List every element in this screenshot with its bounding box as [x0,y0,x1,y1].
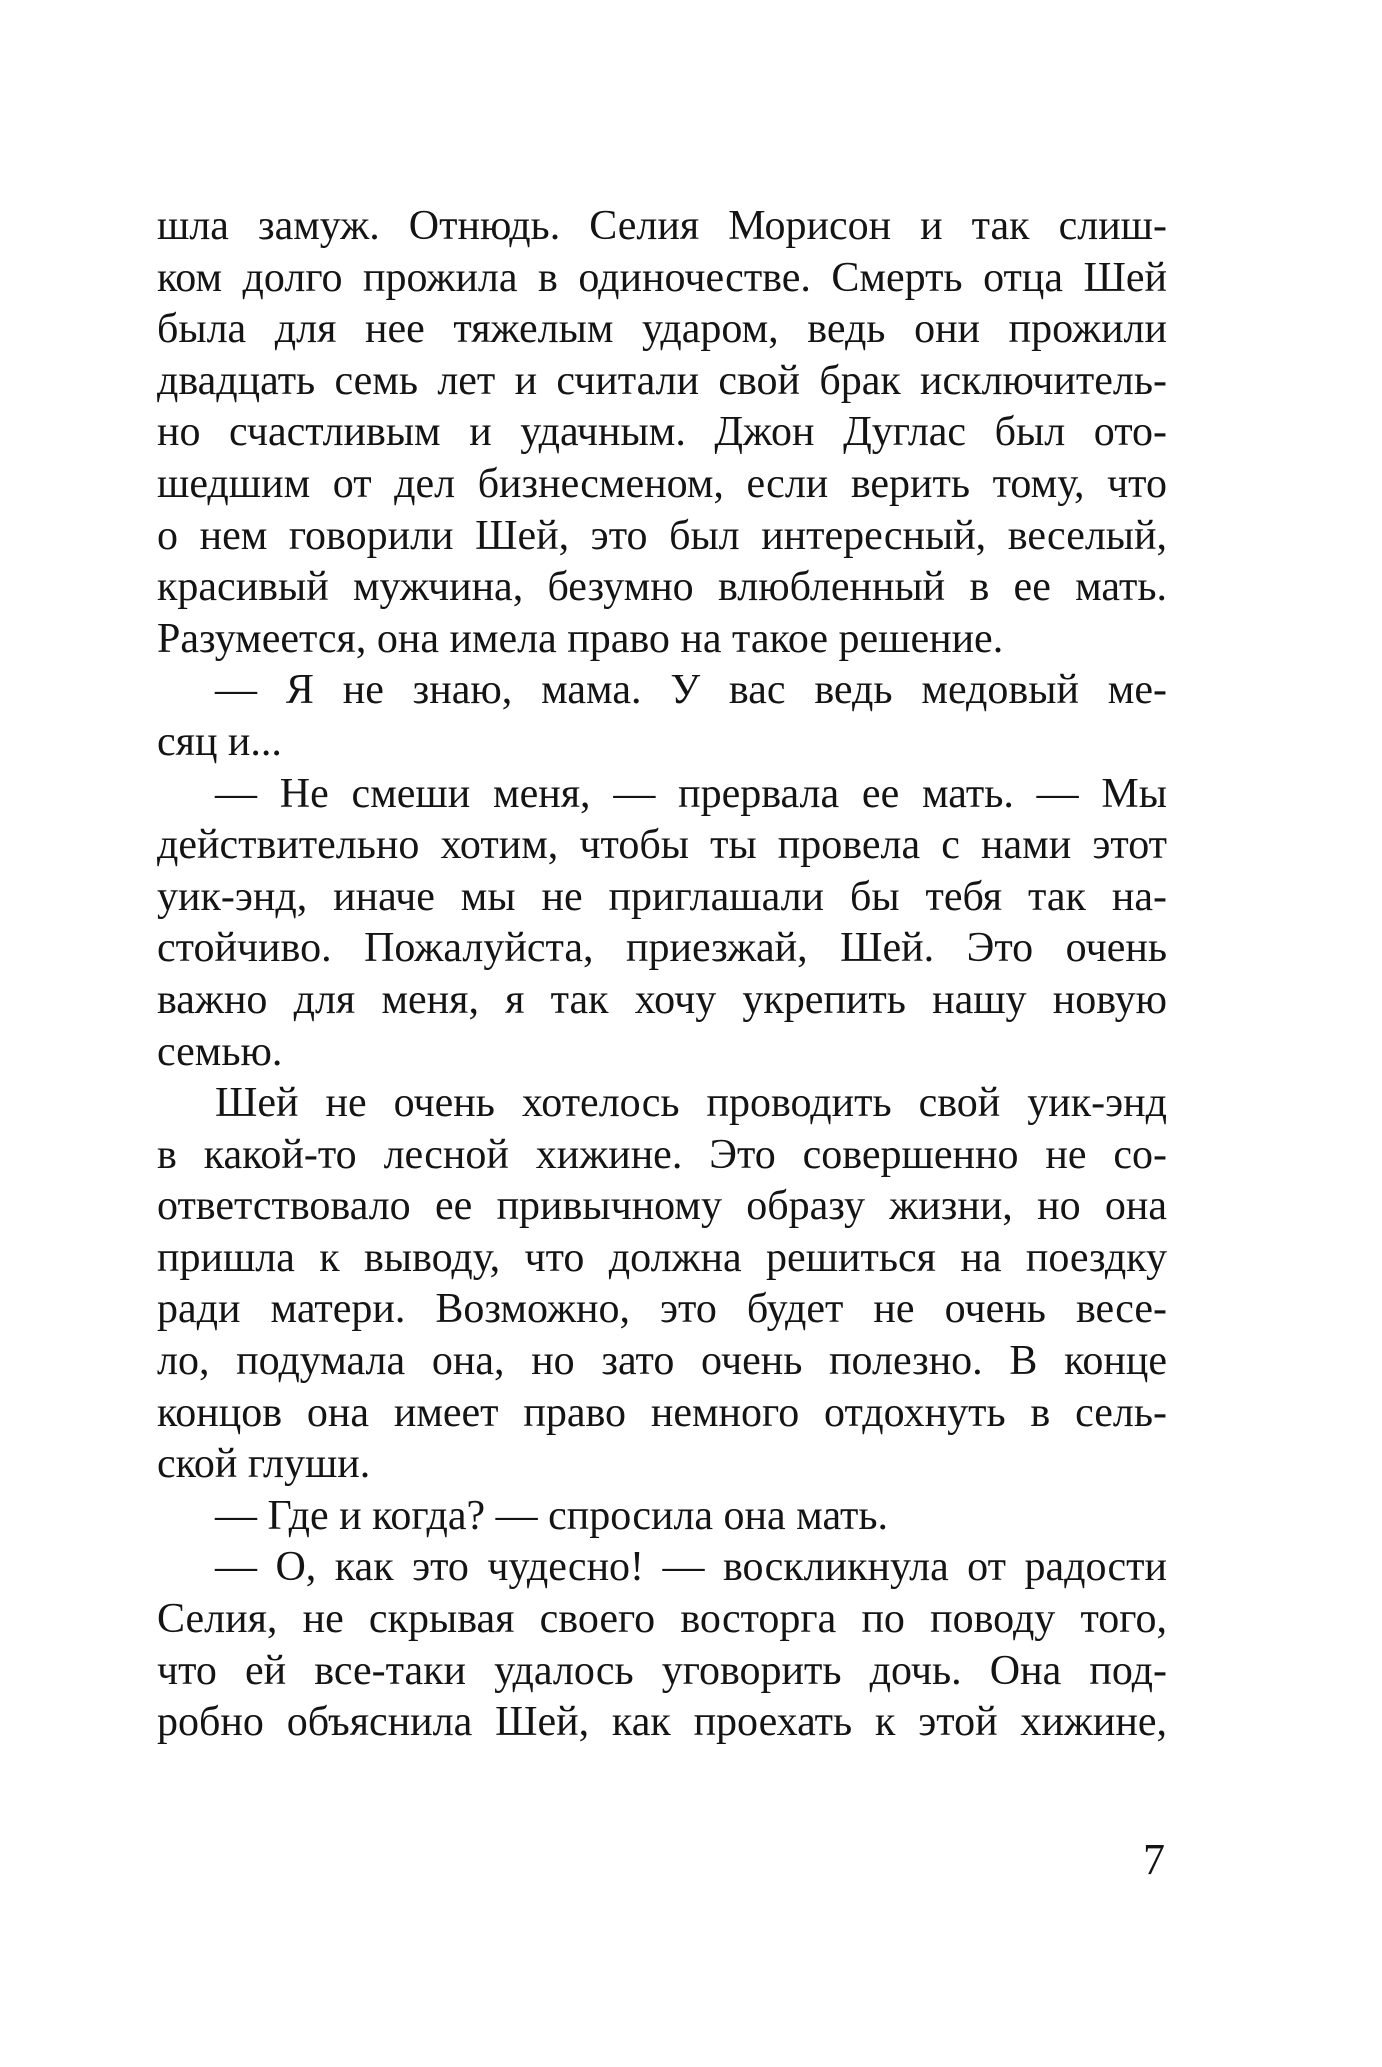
text-line: ской глуши. [157,1441,371,1488]
text-line: ответствовало ее привычному образу жизни, но она [157,1183,1167,1230]
text-line: семью. [157,1028,283,1075]
text-line: ком долго прожила в одиночестве. Смерть отца Шей [157,254,1167,301]
text-line: шедшим от дел бизнесменом, если верить тому, что [157,460,1167,507]
text-line: — Не смеши меня, — прервала ее мать. — Мы [215,770,1167,817]
text-line: стойчиво. Пожалуйста, приезжай, Шей. Это очень [157,925,1167,972]
text-line: робно объяснила Шей, как проехать к этой хижине, [157,1699,1167,1746]
text-line: что ей все-таки удалось уговорить дочь. Она под- [157,1647,1167,1694]
text-line: ради матери. Возможно, это будет не очень весе- [157,1286,1167,1333]
text-line: важно для меня, я так хочу укрепить нашу новую [157,976,1167,1023]
text-line: двадцать семь лет и считали свой брак исключитель- [157,357,1167,404]
text-line: сяц и... [157,718,282,765]
page-number: 7 [1143,1835,1165,1884]
text-line: уик-энд, иначе мы не приглашали бы тебя так на- [157,873,1167,920]
text-line: — Где и когда? — спросила она мать. [215,1492,889,1539]
text-line: действительно хотим, чтобы ты провела с нами этот [157,822,1167,869]
text-line: была для нее тяжелым ударом, ведь они прожили [157,306,1167,353]
text-line: — Я не знаю, мама. У вас ведь медовый ме- [215,667,1167,714]
text-line: пришла к выводу, что должна решиться на поездку [157,1234,1167,1281]
body-text [157,201,1167,1749]
text-line: Селия, не скрывая своего восторга по поводу того, [157,1596,1167,1643]
text-line: о нем говорили Шей, это был интересный, веселый, [157,512,1167,559]
text-line: — О, как это чудесно! — воскликнула от радости [215,1544,1167,1591]
text-line: Разумеется, она имела право на такое решение. [157,615,1004,662]
text-line: в какой-то лесной хижине. Это совершенно не со- [157,1131,1167,1178]
text-line: ло, подумала она, но зато очень полезно. В конце [157,1338,1167,1385]
text-line: красивый мужчина, безумно влюбленный в ее мать. [157,564,1167,611]
text-line: шла замуж. Отнюдь. Селия Морисон и так слиш- [157,203,1167,249]
text-line: Шей не очень хотелось проводить свой уик-энд [215,1080,1167,1127]
text-line: но счастливым и удачным. Джон Дуглас был ото- [157,409,1167,456]
text-line: концов она имеет право немного отдохнуть в сель- [157,1389,1167,1436]
